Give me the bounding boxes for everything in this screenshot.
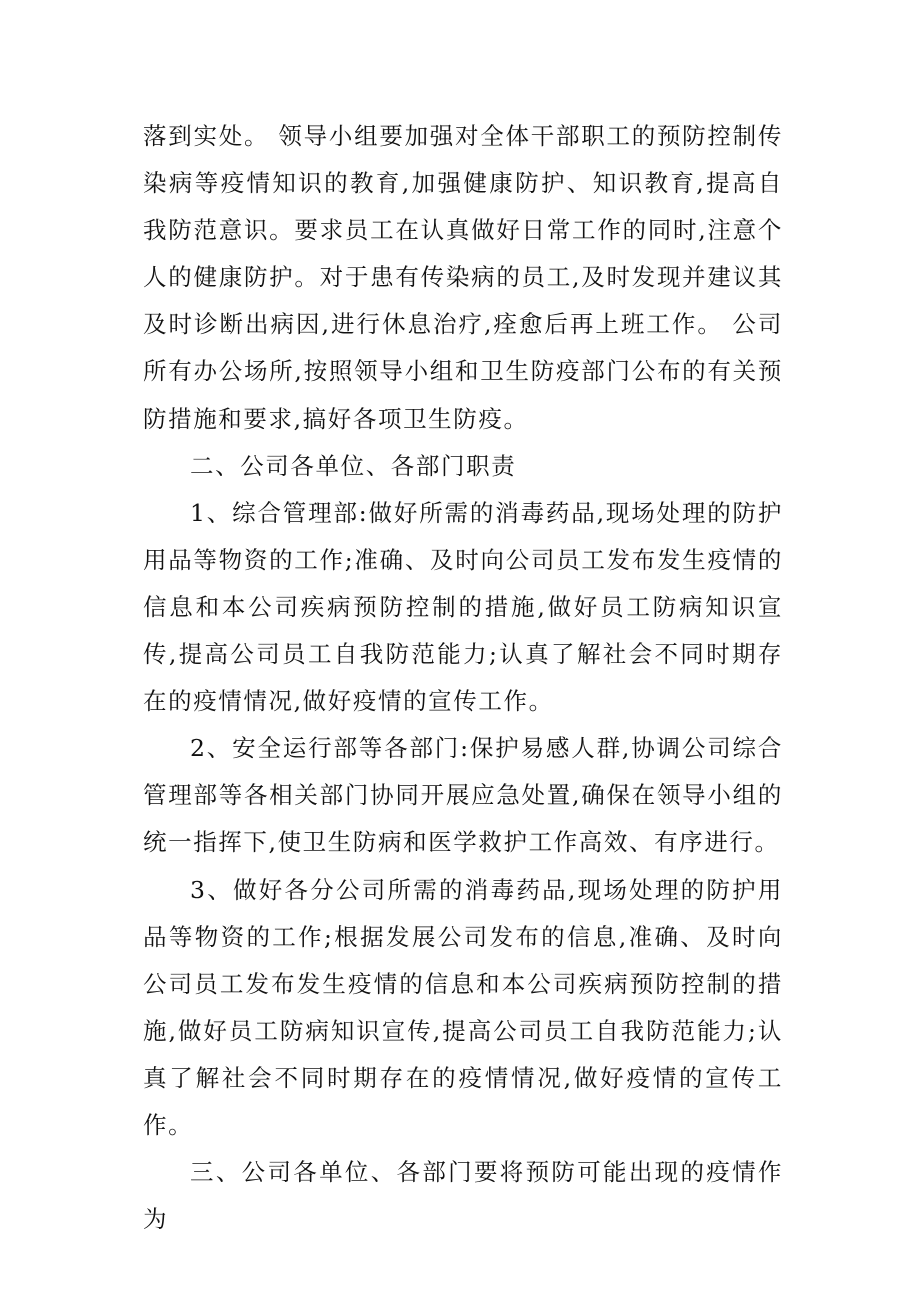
paragraph-continuation: 落到实处。 领导小组要加强对全体干部职工的预防控制传染病等疫情知识的教育,加强健康防护、知识教育,提高自我防范意识。要求员工在认真做好日常工作的同时,注意个人的健康防护。对于患有传染病的员工,及时发现并建议其及时诊断出病因,进行休息治疗,痊愈后再上班工作。 公司所有办公场所,按照领导小组和卫生防疫部门公布的有关预防措施和要求,搞好各项卫生防疫。 — [143, 122, 783, 433]
document-body — [143, 113, 783, 1243]
paragraph-item-1: 1、综合管理部:做好所需的消毒药品,现场处理的防护用品等物资的工作;准确、及时向公司员工发布发生疫情的信息和本公司疾病预防控制的措施,做好员工防病知识宣传,提高公司员工自我防范能力;认真了解社会不同时期存在的疫情情况,做好疫情的宣传工作。 — [143, 498, 783, 716]
section-heading-three: 三、公司各单位、各部门要将预防可能出现的疫情作为 — [143, 1158, 783, 1234]
paragraph-item-3: 3、做好各分公司所需的消毒药品,现场处理的防护用品等物资的工作;根据发展公司发布的信息,准确、及时向公司员工发布发生疫情的信息和本公司疾病预防控制的措施,做好员工防病知识宣传,提高公司员工自我防范能力;认真了解社会不同时期存在的疫情情况,做好疫情的宣传工作。 — [143, 875, 783, 1139]
section-heading-two: 二、公司各单位、各部门职责 — [190, 451, 517, 480]
paragraph-item-2: 2、安全运行部等各部门:保护易感人群,协调公司综合管理部等各相关部门协同开展应急处置,确保在领导小组的统一指挥下,使卫生防病和医学救护工作高效、有序进行。 — [143, 734, 783, 857]
